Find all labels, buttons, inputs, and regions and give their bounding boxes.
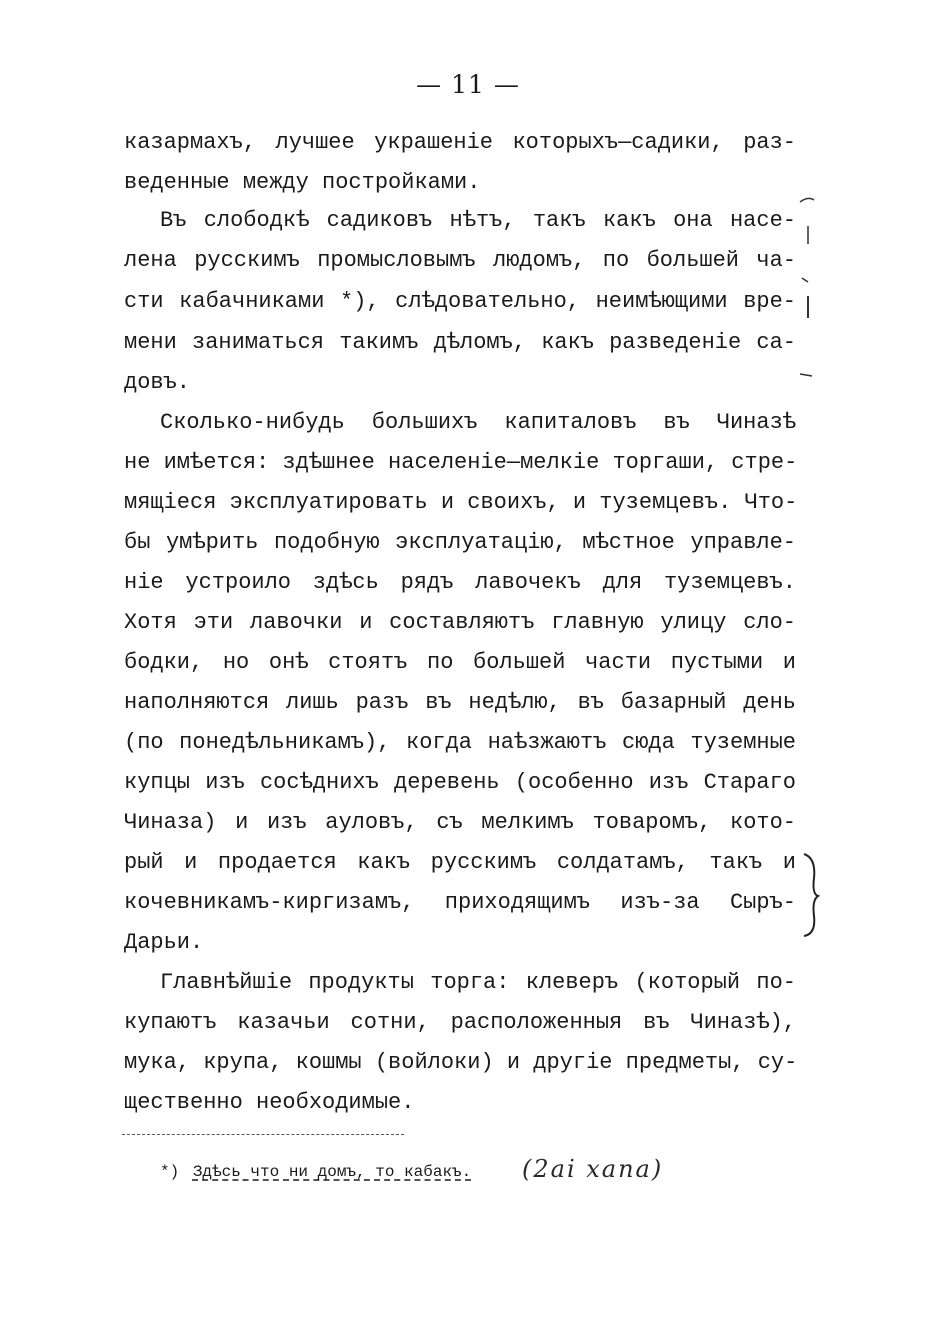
text-line: бодки, но онѣ стоятъ по большей части пустыми и <box>124 650 796 675</box>
text-line: мящіеся эксплуатировать и своихъ, и туземцевъ. Что- <box>124 490 798 515</box>
text-line: Дарьи. <box>124 930 204 955</box>
text-line: (по понедѣльникамъ), когда наѣзжаютъ сюда туземные <box>124 730 796 755</box>
text-line: лена русскимъ промысловымъ людомъ, по большей ча- <box>124 248 796 273</box>
text-line: бы умѣрить подобную эксплуатацію, мѣстное управле- <box>124 530 796 555</box>
text-line: купцы изъ сосѣднихъ деревень (особенно изъ Стараго <box>124 770 796 795</box>
margin-dash-mark <box>796 196 820 386</box>
text-line: сти кабачниками *), слѣдовательно, неимѣющими вре- <box>124 289 796 314</box>
footnote-marker: *) <box>160 1163 180 1181</box>
footnote-divider <box>122 1134 404 1135</box>
text-line: Главнѣйшіе продукты торга: клеверъ (который по- <box>160 970 796 995</box>
text-line: казармахъ, лучшее украшеніе которыхъ—садики, раз- <box>124 130 796 155</box>
text-line: наполняются лишь разъ въ недѣлю, въ базарный день <box>124 690 796 715</box>
handwritten-annotation: (2ai xana) <box>522 1155 664 1183</box>
text-line: рый и продается какъ русскимъ солдатамъ, такъ и <box>124 850 796 875</box>
text-line: кочевникамъ-киргизамъ, приходящимъ изъ-за Сыръ- <box>124 890 796 915</box>
margin-bracket-mark <box>800 850 824 940</box>
text-line: Сколько-нибудь большихъ капиталовъ въ Чиназѣ <box>160 410 796 435</box>
text-line: довъ. <box>124 370 191 395</box>
text-line: веденные между постройками. <box>124 170 481 195</box>
page-number: — 11 — <box>416 70 520 99</box>
footnote <box>160 1163 471 1181</box>
text-line: Хотя эти лавочки и составляютъ главную улицу сло- <box>124 610 796 635</box>
text-line: мени заниматься такимъ дѣломъ, какъ разведеніе са- <box>124 330 796 355</box>
text-line: Въ слободкѣ садиковъ нѣтъ, такъ какъ она насе- <box>160 208 796 233</box>
text-line: щественно необходимые. <box>124 1090 415 1115</box>
text-line: ніе устроило здѣсь рядъ лавочекъ для туземцевъ. <box>124 570 796 595</box>
text-line: мука, крупа, кошмы (войлоки) и другіе предметы, су- <box>124 1050 798 1075</box>
text-line: Чиназа) и изъ ауловъ, съ мелкимъ товаромъ, кото- <box>124 810 796 835</box>
text-line: купаютъ казачьи сотни, расположенныя въ Чиназѣ), <box>124 1010 796 1035</box>
text-line: не имѣется: здѣшнее населеніе—мелкіе торгаши, стре- <box>124 450 798 475</box>
footnote-text: Здѣсь что ни домъ, то кабакъ. <box>192 1163 472 1181</box>
